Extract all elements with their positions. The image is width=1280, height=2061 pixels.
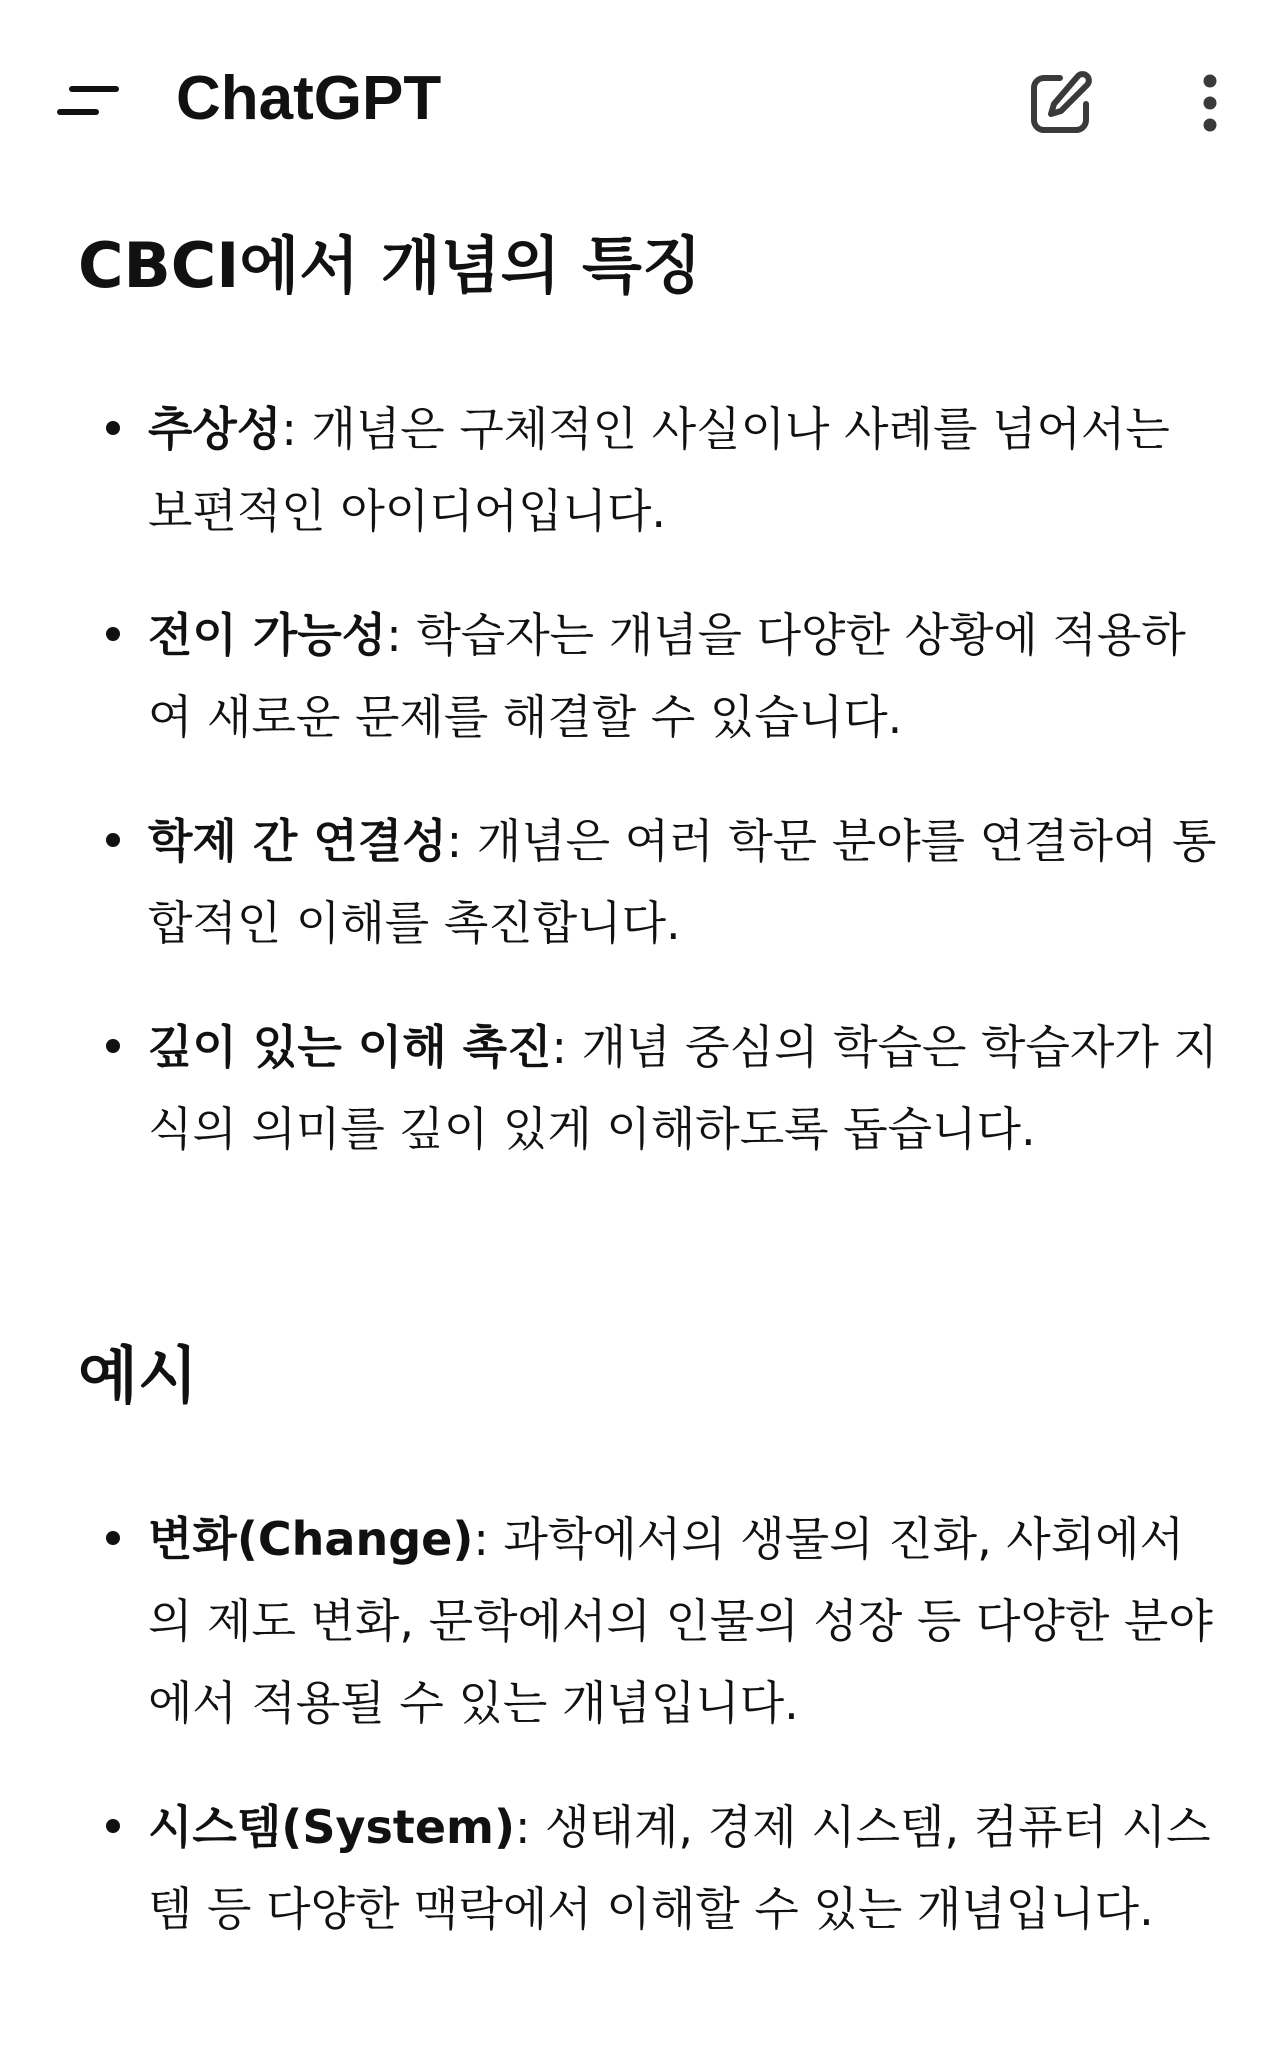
- list-item: [0, 388, 1280, 552]
- more-vertical-icon: [1178, 64, 1242, 144]
- list-item: [0, 800, 1280, 964]
- bullet-text: : 개념은 구체적인 사실이나 사례를 넘어서는 보편적인 아이디어입니다.: [148, 402, 1170, 538]
- examples-list: [0, 1498, 1280, 1992]
- bullet-icon: [106, 421, 120, 435]
- bullet-text: : 학습자는 개념을 다양한 상황에 적용하여 새로운 문제를 해결할 수 있습니다.: [148, 608, 1186, 744]
- bullet-icon: [106, 1531, 120, 1545]
- bullet-term: 깊이 있는 이해 촉진: [148, 1020, 552, 1074]
- more-options-button[interactable]: [1178, 64, 1242, 144]
- bullet-text: : 개념 중심의 학습은 학습자가 지식의 의미를 깊이 있게 이해하도록 돕습니다.: [148, 1020, 1218, 1156]
- list-item: [0, 1006, 1280, 1170]
- top-app-bar: [0, 0, 1280, 165]
- section-heading-examples: 예시: [78, 1339, 198, 1412]
- list-item: [0, 1786, 1280, 1950]
- section-heading-features: CBCI에서 개념의 특징: [78, 229, 702, 302]
- bullet-term: 시스템(System): [148, 1800, 515, 1854]
- menu-icon: [50, 70, 130, 130]
- menu-button[interactable]: [50, 70, 130, 130]
- bullet-term: 변화(Change): [148, 1512, 474, 1566]
- bullet-icon: [106, 627, 120, 641]
- bullet-text: : 개념은 여러 학문 분야를 연결하여 통합적인 이해를 촉진합니다.: [148, 814, 1217, 950]
- bullet-icon: [106, 1819, 120, 1833]
- bullet-text: : 생태계, 경제 시스템, 컴퓨터 시스템 등 다양한 맥락에서 이해할 수 있는 개념입니다.: [148, 1800, 1211, 1936]
- bullet-icon: [106, 1039, 120, 1053]
- app-title: ChatGPT: [176, 64, 442, 133]
- list-item: [0, 1498, 1280, 1744]
- bullet-term: 추상성: [148, 402, 282, 456]
- bullet-icon: [106, 833, 120, 847]
- bullet-term: 학제 간 연결성: [148, 814, 447, 868]
- bullet-text: : 과학에서의 생물의 진화, 사회에서의 제도 변화, 문학에서의 인물의 성장 등 다양한 분야에서 적용될 수 있는 개념입니다.: [148, 1512, 1213, 1730]
- bullet-term: 전이 가능성: [148, 608, 387, 662]
- new-chat-button[interactable]: [1020, 64, 1100, 144]
- features-list: [0, 388, 1280, 1212]
- list-item: [0, 594, 1280, 758]
- edit-icon: [1020, 64, 1100, 144]
